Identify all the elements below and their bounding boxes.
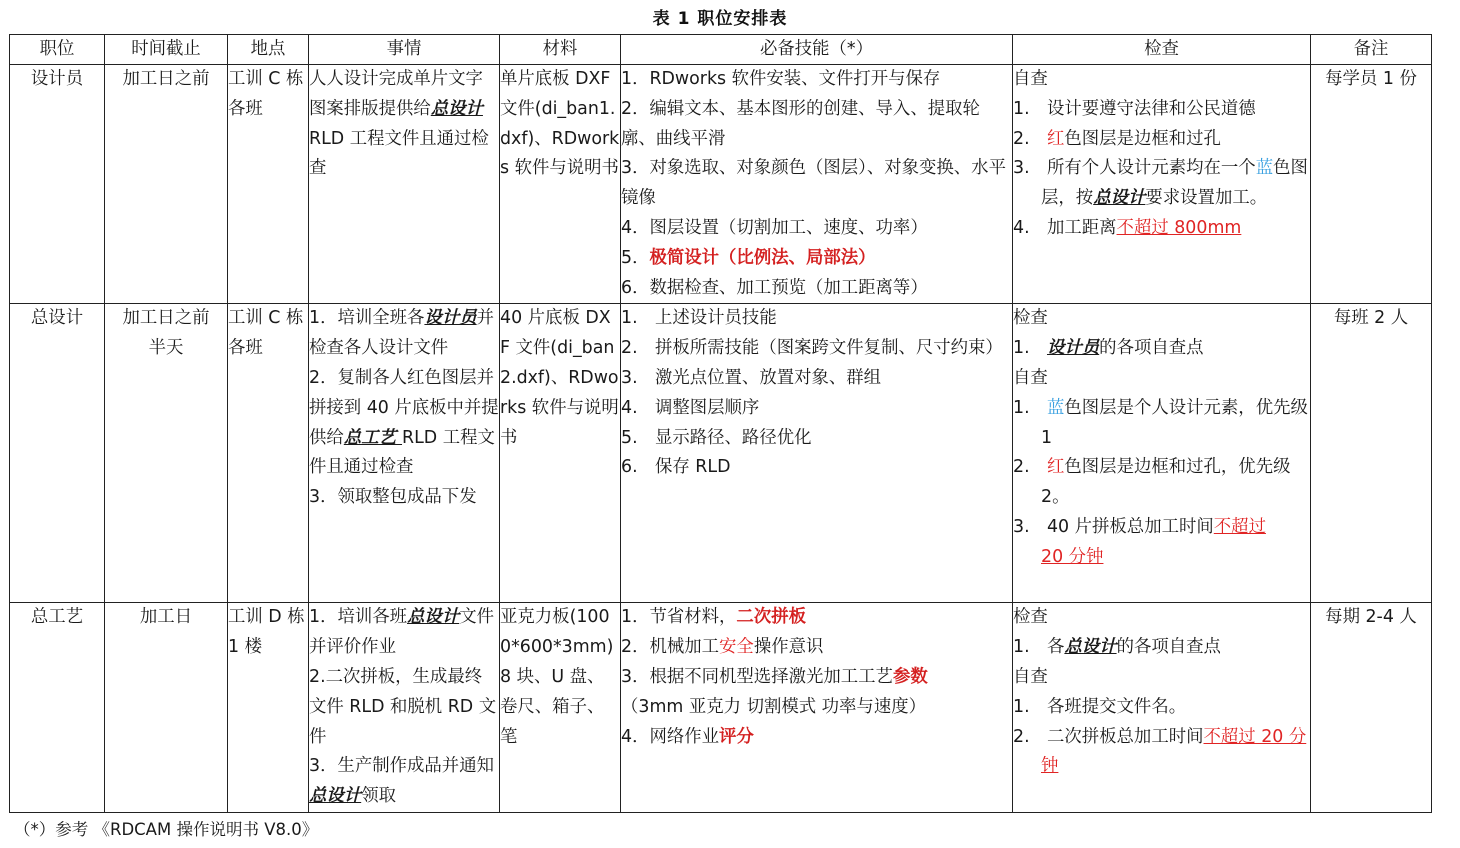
cell-check [1013,304,1311,603]
header-material: 材料 [500,35,621,65]
cell-time: 加工日之前 [105,65,228,304]
check-emphasis: 设计员 [1046,338,1100,359]
check-number: 2. [1013,128,1047,149]
check-item [1013,125,1310,155]
cell-place: 工训 C 栋各班 [228,65,309,304]
task-text: 领取 [361,786,396,807]
check-item [1013,334,1310,364]
check-item [1013,723,1310,783]
cell-position: 总设计 [10,304,105,603]
cell-material: 单片底板 DXF 文件(di_ban1.dxf)、RDworks 软件与说明书 [500,65,621,304]
cell-task [309,603,500,813]
check-number: 1. [1013,397,1047,418]
cell-skills [621,603,1013,813]
table-title: 表 1 职位安排表 [652,9,788,29]
cell-check [1013,603,1311,813]
check-text: 色图层是个人设计元素，优先级 1 [1041,397,1308,448]
cell-material: 亚克力板(1000*600*3mm)8 块、U 盘、卷尺、箱子、笔 [500,603,621,813]
skill-text: 1．节省材料， [621,607,737,628]
task-text: 1．培训全班各 [309,308,425,329]
header-time: 时间截止 [105,35,228,65]
cell-task [309,65,500,304]
skill-item: 1．RDworks 软件安装、文件打开与保存 [621,69,941,89]
cell-time: 加工日 [105,603,228,813]
skill-item [621,663,1012,723]
check-text: 3. 40 片拼板总加工时间 [1013,516,1214,537]
skill-text: 4．网络作业 [621,726,720,747]
skill-item: 5. 显示路径、路径优化 [621,427,812,448]
limit-text: 不超过 20 分钟 [1041,726,1307,777]
limit-text: 不超过 20 分钟 [1041,516,1266,567]
cell-note: 每期 2-4 人 [1311,603,1432,813]
color-word-blue: 蓝 [1046,397,1065,418]
cell-task [309,304,500,603]
footnote: （*）参考 《RDCAM 操作说明书 V8.0》 [14,820,319,839]
header-skills: 必备技能（*） [621,35,1013,65]
cell-skills [621,304,1013,603]
skill-item: 6．数据检查、加工预览（加工距离等） [621,277,928,298]
check-item [1013,453,1310,513]
skill-item: 3. 激光点位置、放置对象、群组 [621,367,882,388]
cell-note: 每学员 1 份 [1311,65,1432,304]
check-heading: 检查 [1013,607,1048,628]
check-text: 4. 加工距离 [1013,217,1117,238]
task-text: 3．生产制作成品并通知 [309,756,494,777]
color-word-blue: 蓝 [1255,158,1274,179]
skill-number: 5． [621,247,650,268]
skill-item: 1. 上述设计员技能 [621,308,777,329]
header-check: 检查 [1013,35,1311,65]
skill-highlight: 评分 [719,726,754,747]
cell-position: 设计员 [10,65,105,304]
skill-item: 4. 调整图层顺序 [621,397,760,418]
skill-text: 2．机械加工 [621,637,720,658]
task-emphasis: 总设计 [430,98,483,119]
check-item: 1. 各班提交文件名。 [1013,696,1187,717]
task-emphasis: 总设计 [407,607,460,628]
cell-note: 每班 2 人 [1311,304,1432,603]
task-text: 文件并评价作业 [309,607,495,658]
check-emphasis: 总设计 [1064,637,1117,658]
task-text: 并检查各人设计文件 [309,308,495,359]
check-heading: 自查 [1013,69,1048,89]
skill-text: （3mm 亚克力 切割模式 功率与速度） [621,696,926,717]
color-word-red: 红 [1046,128,1065,149]
skill-text: 操作意识 [753,637,824,658]
check-heading: 检查 [1013,308,1048,329]
position-table [9,34,1432,813]
table-row [10,65,1432,304]
check-item [1013,154,1310,214]
task-text: RLD 工程文件且通过检查 [309,427,495,478]
skill-highlight: 安全 [719,637,754,658]
check-item [1013,633,1310,663]
limit-text: 不超过 800mm [1116,217,1242,238]
check-text: 色图层是边框和过孔 [1064,128,1221,149]
check-number: 1. [1013,338,1047,359]
check-text: 要求设置加工。 [1145,188,1268,209]
check-text: 3. 所有个人设计元素均在一个 [1013,158,1256,179]
cell-time: 加工日之前半天 [105,304,228,603]
check-heading: 自查 [1013,367,1048,388]
color-word-red: 红 [1046,457,1065,478]
task-emphasis: 设计员 [424,308,477,329]
task-text: RLD 工程文件且通过检查 [309,128,489,179]
check-number: 2. [1013,457,1047,478]
skill-item [621,633,1012,663]
cell-skills [621,65,1013,304]
check-emphasis: 总设计 [1093,188,1146,209]
cell-material: 40 片底板 DXF 文件(di_ban2.dxf)、RDworks 软件与说明书 [500,304,621,603]
cell-place: 工训 D 栋 1 楼 [228,603,309,813]
check-text: 色图层是边框和过孔，优先级 2。 [1041,457,1291,508]
skill-highlight: 极简设计（比例法、局部法） [649,247,876,268]
check-item [1013,513,1310,573]
task-emphasis: 总设计 [309,786,362,807]
skill-item [621,603,1012,633]
skill-item: 3．对象选取、对象颜色（图层）、对象变换、水平镜像 [621,158,1006,209]
skill-item: 2．编辑文本、基本图形的创建、导入、提取轮廓、曲线平滑 [621,98,980,149]
check-item [1013,394,1310,454]
header-task: 事情 [309,35,500,65]
check-heading: 自查 [1013,666,1048,687]
check-text: 的各项自查点 [1116,637,1221,658]
skill-highlight: 参数 [892,666,928,687]
task-text: 1．培训各班 [309,607,408,628]
cell-check [1013,65,1311,304]
skill-highlight: 二次拼板 [736,607,806,628]
skill-item: 4．图层设置（切割加工、速度、功率） [621,217,928,238]
task-text: 3．领取整包成品下发 [309,487,477,508]
check-item: 1. 设计要遵守法律和公民道德 [1013,98,1256,119]
table-row [10,304,1432,603]
check-text: 的各项自查点 [1099,338,1204,359]
check-text: 2. 二次拼板总加工时间 [1013,726,1204,747]
header-note: 备注 [1311,35,1432,65]
task-text: 2．复制各人红色图层并拼接到 40 片底板中并提供给 [309,367,499,448]
skill-item [621,723,1012,753]
check-text: 1. 各 [1013,637,1065,658]
check-item [1013,214,1310,244]
check-text: 色图层，按 [1041,158,1308,209]
skill-item: 2. 拼板所需技能（图案跨文件复制、尺寸约束） [621,338,1003,359]
cell-place: 工训 C 栋各班 [228,304,309,603]
header-position: 职位 [10,35,105,65]
skill-item: 6. 保存 RLD [621,457,731,478]
task-emphasis: 总工艺 [343,427,403,448]
header-row [10,35,1432,65]
skill-text: 3．根据不同机型选择激光加工工艺 [621,666,893,687]
task-text: 2.二次拼板，生成最终文件 RLD 和脱机 RD 文件 [309,666,497,747]
skill-item [621,244,1012,274]
cell-position: 总工艺 [10,603,105,813]
header-place: 地点 [228,35,309,65]
task-text: 人人设计完成单片文字图案排版提供给 [309,69,483,119]
table-row [10,603,1432,813]
